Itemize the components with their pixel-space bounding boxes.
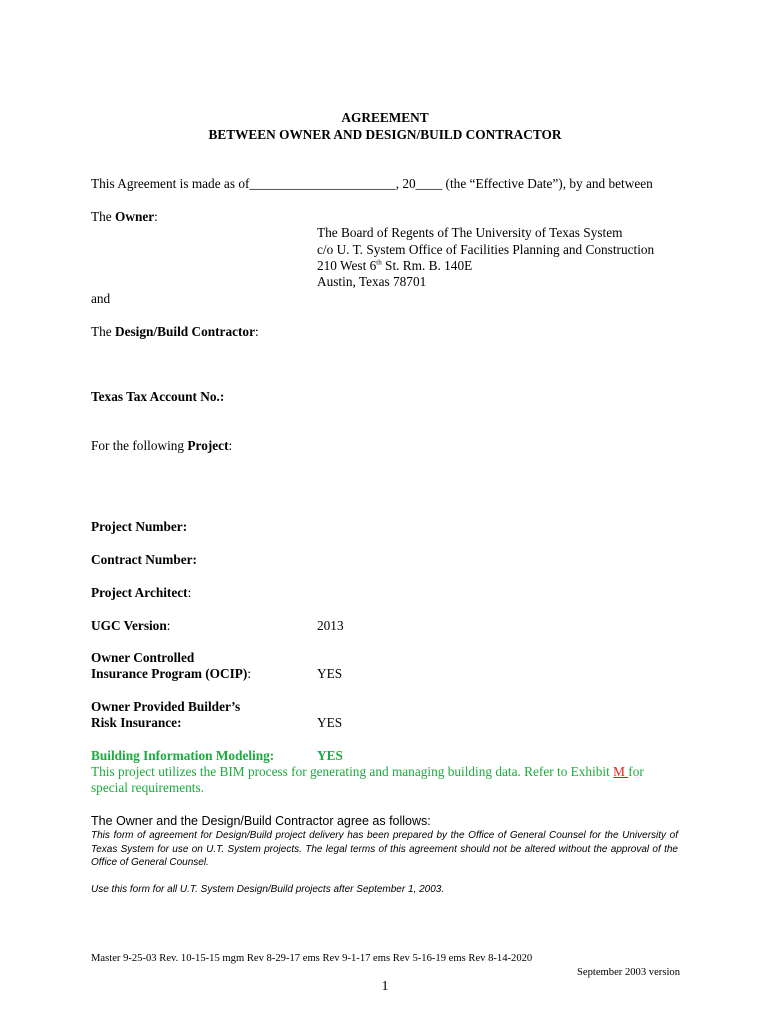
ugc-value: 2013 [317,618,344,633]
architect-label-suffix: : [187,585,192,600]
ocip-label-suffix: : [247,666,252,681]
architect-label-bold: Project Architect [91,585,188,600]
bim-text-prefix: This project utilizes the BIM process for generating and managing building data. Refer to Exhibit [91,764,614,779]
project-label-bold: Project [187,438,229,453]
usage-note: Use this form for all U.T. System Design/Build projects after September 1, 2003. [91,884,445,895]
owner-label-bold: Owner [115,209,155,224]
contractor-label-prefix: The [91,324,115,339]
title-line-2: BETWEEN OWNER AND DESIGN/BUILD CONTRACTOR [208,127,562,142]
title-line-1: AGREEMENT [341,110,429,125]
risk-value: YES [317,715,343,730]
contractor-label-suffix: : [255,324,259,339]
exhibit-m-link[interactable]: M [613,764,629,779]
tax-account-label: Texas Tax Account No.: [91,389,225,404]
owner-address-line-1: The Board of Regents of The University of Texas System [317,225,623,240]
street-sup: th [376,258,382,267]
bim-value: YES [317,748,343,763]
contractor-label-bold: Design/Build Contractor [115,324,255,339]
revision-history: Master 9-25-03 Rev. 10-15-15 mgm Rev 8-29-17 ems Rev 9-1-17 ems Rev 5-16-19 ems Rev 8-14-2020 [91,953,533,964]
bim-text-line-2: special requirements. [91,780,204,795]
version-text: September 2003 version [577,967,680,978]
owner-address-line-2: c/o U. T. System Office of Facilities Planning and Construction [317,242,655,257]
ocip-label-bold: Insurance Program (OCIP) [91,666,248,681]
owner-label-prefix: The [91,209,115,224]
counsel-note: This form of agreement for Design/Build project delivery has been prepared by the Office of General Counsel for the University of Texas System for use on U.T. System projects. The legal terms of this agreement should not be altered without the approval of the Office of General Counsel. [91,830,678,868]
ocip-label-line-1: Owner Controlled [91,650,195,665]
bim-label: Building Information Modeling: [91,748,275,763]
agree-text: The Owner and the Design/Build Contractor agree as follows: [91,814,431,828]
architect-label [91,585,191,601]
ugc-label-bold: UGC Version [91,618,167,633]
owner-label [91,209,158,225]
risk-label-line-1: Owner Provided Builder’s [91,699,241,714]
and-text: and [91,291,111,306]
ocip-label-line-2 [91,666,251,682]
contractor-label [91,324,259,340]
project-label [91,438,232,454]
owner-address-city: Austin, Texas 78701 [317,274,427,289]
page-number: 1 [381,979,389,994]
project-number-label: Project Number: [91,519,188,534]
street-suffix: St. Rm. B. 140E [381,258,473,273]
ugc-label [91,618,170,634]
ugc-label-suffix: : [166,618,171,633]
bim-text-suffix: for [628,764,644,779]
ocip-value: YES [317,666,343,681]
bim-text-line-1 [91,764,644,780]
intro-suffix: (the “Effective Date”), by and between [442,176,653,191]
intro-line [91,176,653,192]
street-prefix: 210 West 6 [317,258,377,273]
contract-number-label: Contract Number: [91,552,197,567]
owner-label-suffix: : [154,209,158,224]
project-label-suffix: : [228,438,233,453]
owner-address-street [317,258,472,274]
intro-mid: , 20 [395,176,416,191]
intro-prefix: This Agreement is made as of [91,176,250,191]
date-blank: ______________________ [249,176,396,191]
project-label-prefix: For the following [91,438,188,453]
year-blank: ____ [415,176,443,191]
risk-label-line-2: Risk Insurance: [91,715,182,730]
